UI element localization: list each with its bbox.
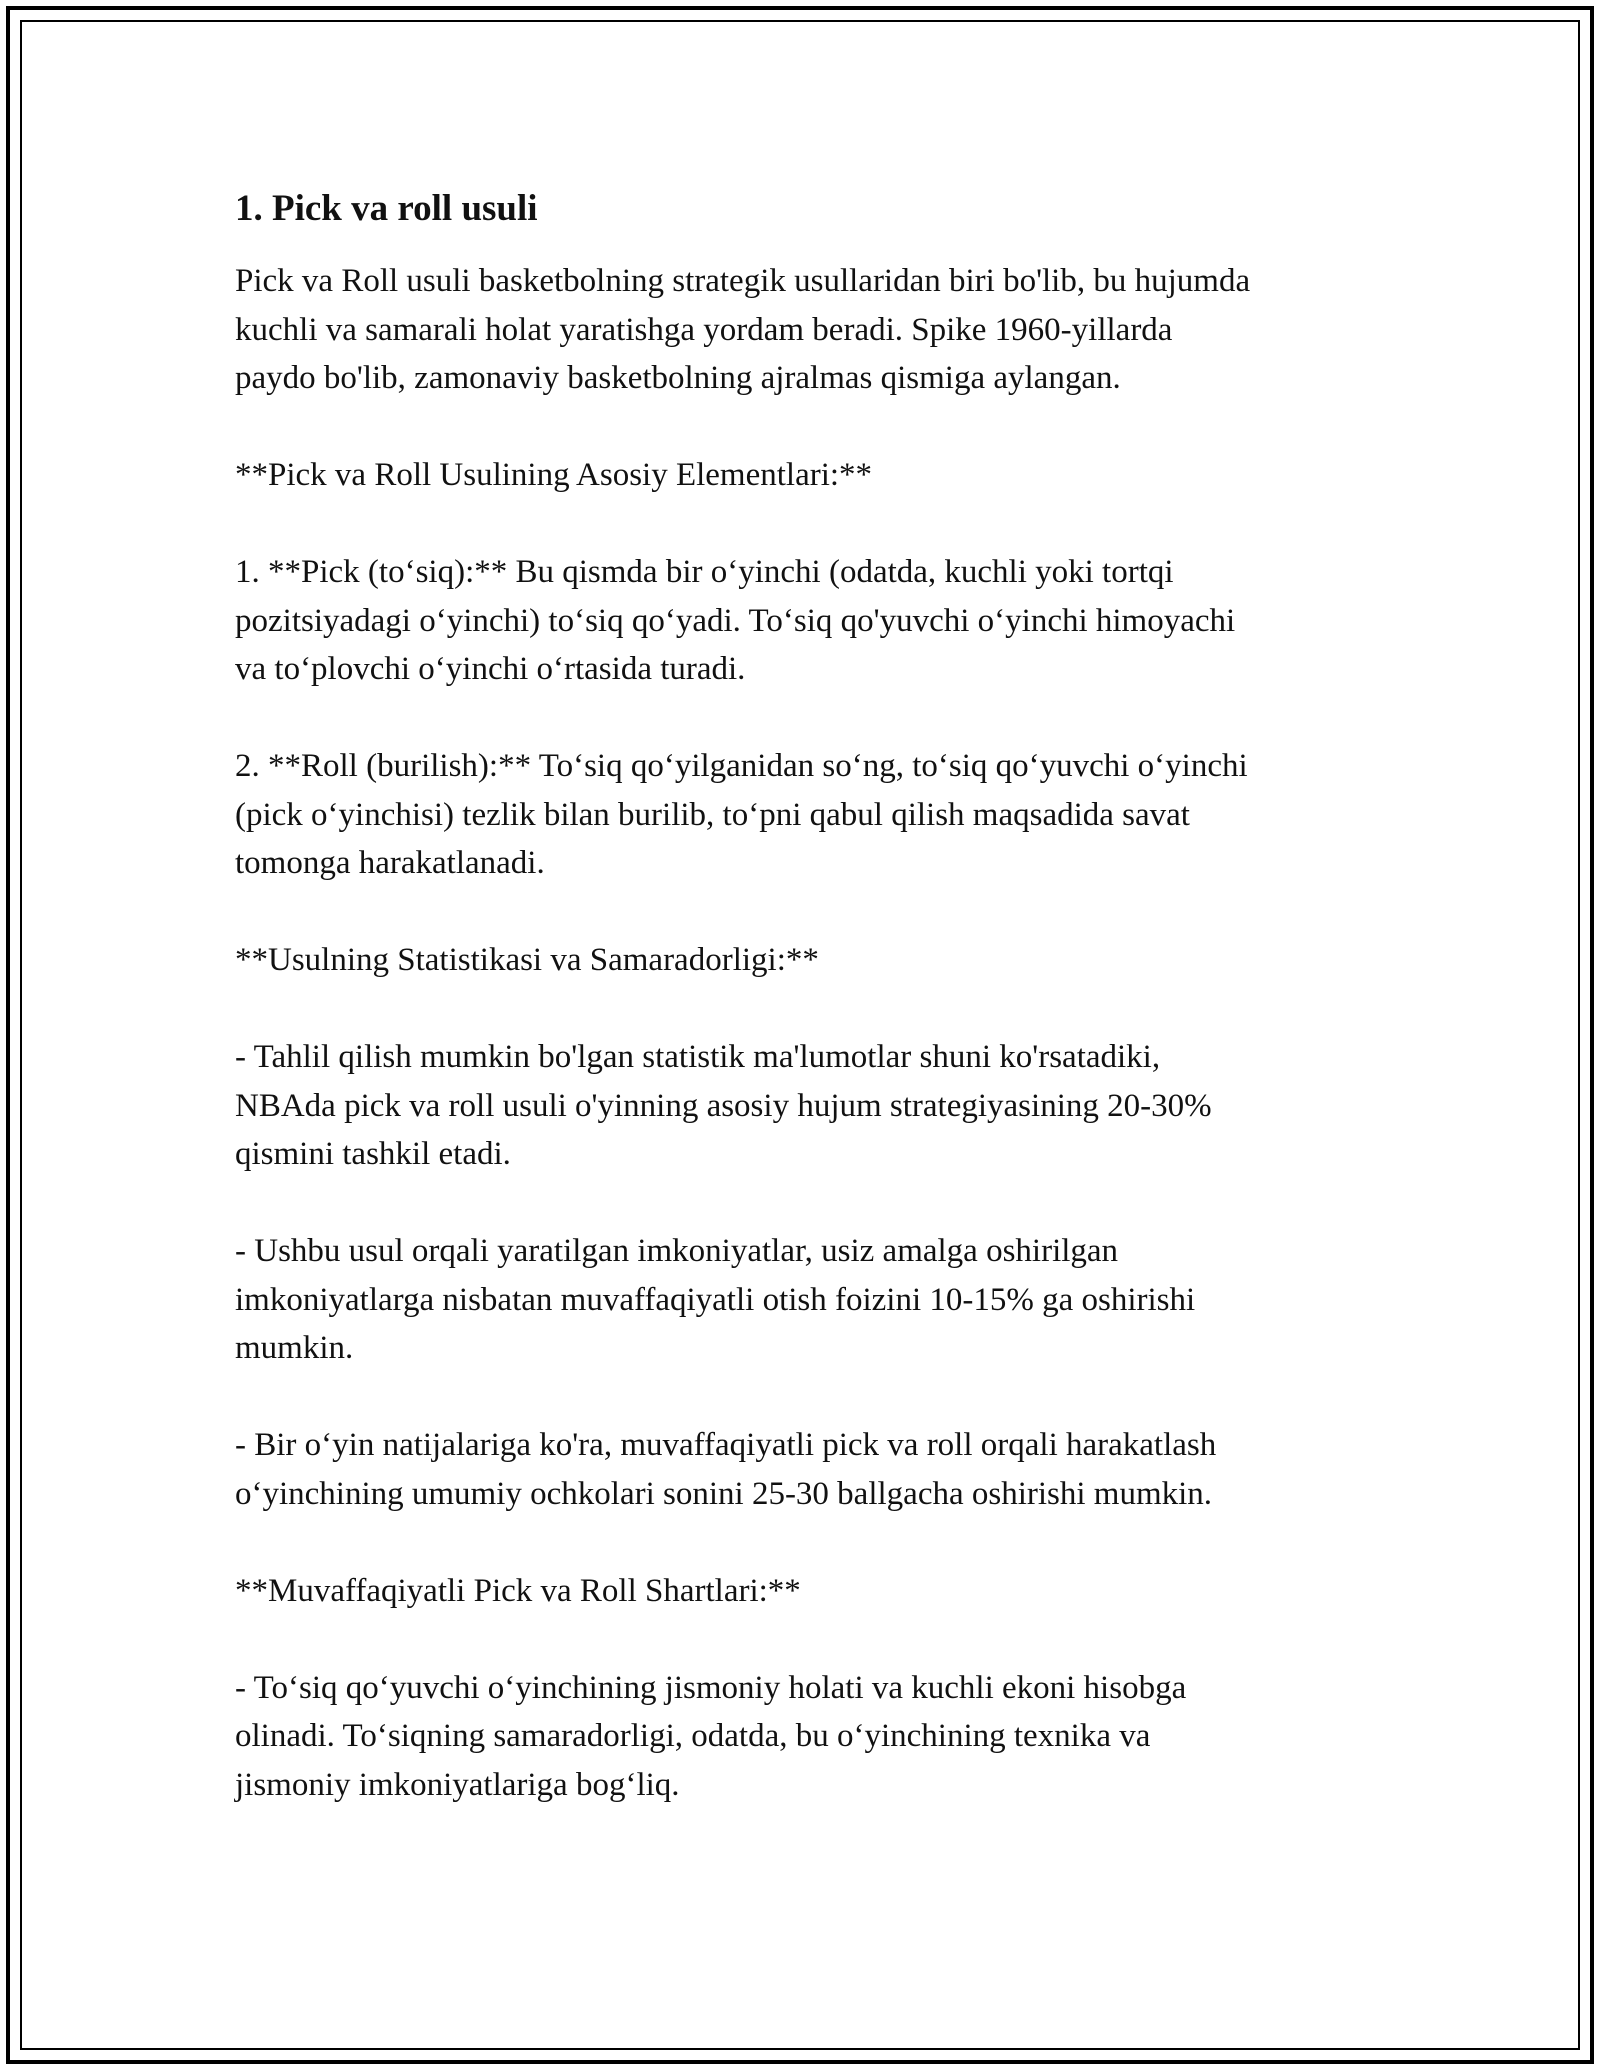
statistics-item-1: - Tahlil qilish mumkin bo'lgan statistik ma'lumotlar shuni ko'rsatadiki, NBAda pick va roll usuli o'yinning asosiy hujum strategiyasining 20-30% qismini tashkil etadi. xyxy=(235,1039,1212,1172)
statistics-item-2: - Ushbu usul orqali yaratilgan imkoniyatlar, usiz amalga oshirilgan imkoniyatlarga nisbatan muvaffaqiyatli otish foizini 10-15% ga oshirishi mumkin. xyxy=(235,1233,1196,1366)
statistics-item-3: - Bir o‘yin natijalariga ko'ra, muvaffaqiyatli pick va roll orqali harakatlash o‘yinchining umumiy ochkolari sonini 25-30 ballgacha oshirishi mumkin. xyxy=(235,1427,1217,1512)
section-heading: 1. Pick va roll usuli xyxy=(235,188,538,229)
conditions-subheading: **Muvaffaqiyatli Pick va Roll Shartlari:** xyxy=(235,1572,801,1609)
statistics-subheading: **Usulning Statistikasi va Samaradorligi:** xyxy=(235,942,819,978)
pick-item-paragraph: 1. **Pick (to‘siq):** Bu qismda bir o‘yinchi (odatda, kuchli yoki tortqi pozitsiyadagi o‘yinchi) to‘siq qo‘yadi. To‘siq qo'yuvchi o‘yinchi himoyachi va to‘plovchi o‘yinchi o‘rtasida turadi. xyxy=(235,554,1236,687)
document-body xyxy=(235,185,1375,1858)
conditions-item-1: - To‘siq qo‘yuvchi o‘yinchining jismoniy holati va kuchli ekoni hisobga olinadi. To‘siqning samaradorligi, odatda, bu o‘yinchining texnika va jismoniy imkoniyatlariga bog‘liq. xyxy=(235,1669,1187,1803)
intro-paragraph: Pick va Roll usuli basketbolning strategik usullaridan biri bo'lib, bu hujumda kuchli va samarali holat yaratishga yordam beradi. Spike 1960-yillarda paydo bo'lib, zamonaviy basketbolning ajralmas qismiga aylangan. xyxy=(235,263,1251,396)
roll-item-paragraph: 2. **Roll (burilish):** To‘siq qo‘yilganidan so‘ng, to‘siq qo‘yuvchi o‘yinchi (pick o‘yinchisi) tezlik bilan burilib, to‘pni qabul qilish maqsadida savat tomonga harakatlanadi. xyxy=(235,748,1248,881)
elements-subheading: **Pick va Roll Usulining Asosiy Elementlari:** xyxy=(235,457,873,493)
